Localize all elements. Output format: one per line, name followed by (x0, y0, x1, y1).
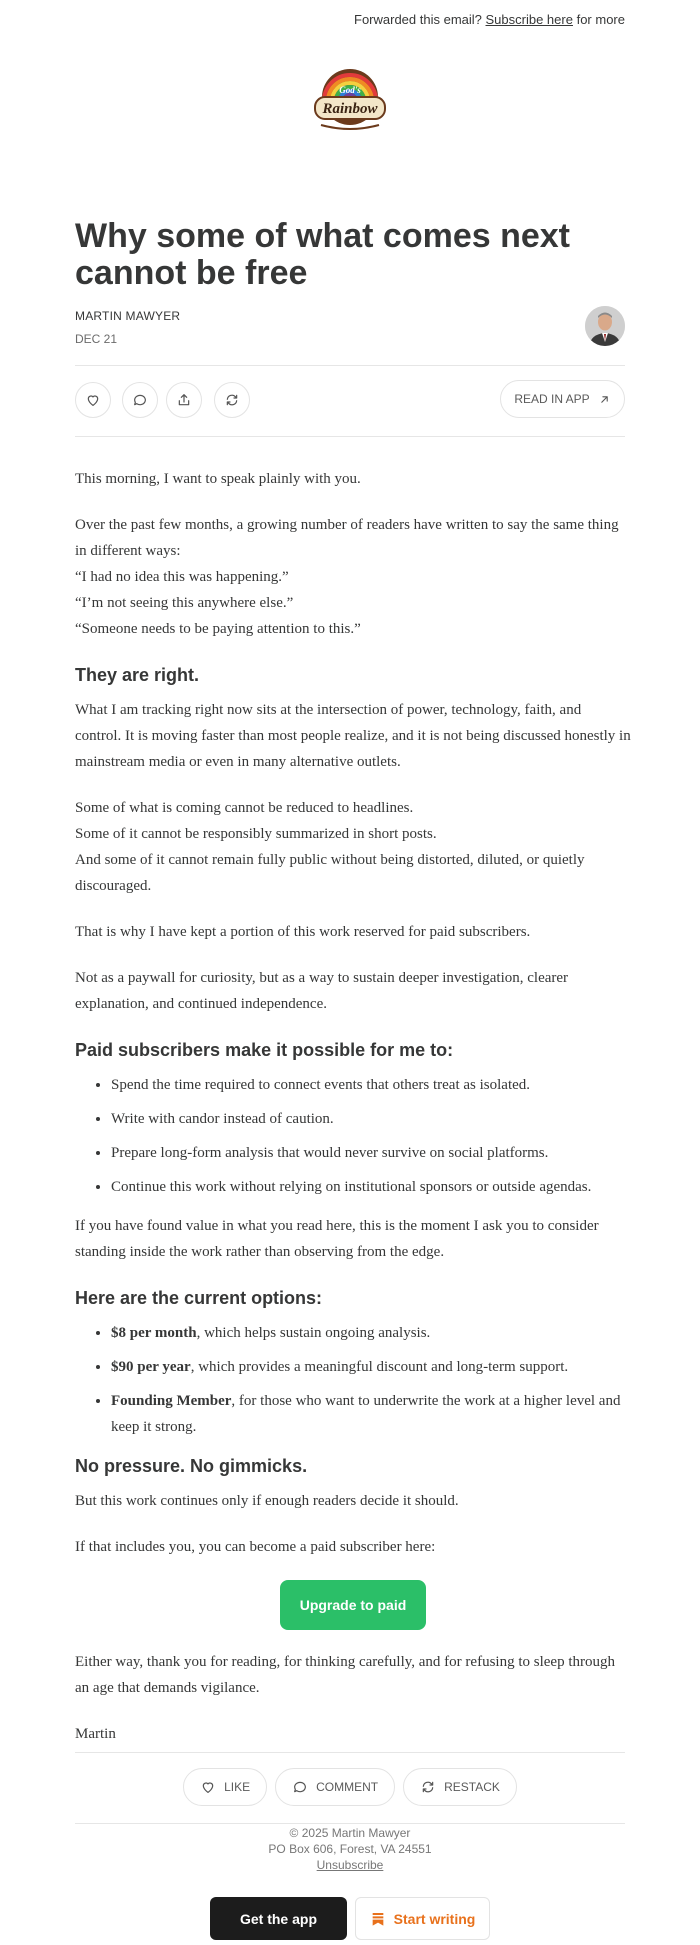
svg-text:God's: God's (339, 85, 361, 95)
section-heading: They are right. (75, 665, 200, 685)
list-item: • Spend the time required to connect events that others treat as isolated. (111, 1072, 631, 1098)
divider-actions (75, 436, 625, 437)
footer-legal (0, 1825, 700, 1873)
share-button[interactable] (166, 382, 202, 418)
svg-text:Rainbow: Rainbow (322, 101, 378, 117)
post-date: DEC 21 (75, 332, 118, 346)
option-price: $90 per year (111, 1359, 191, 1375)
comment-icon (292, 1779, 308, 1795)
divider-bottom (75, 1752, 625, 1753)
read-in-app-label: READ IN APP (514, 392, 590, 406)
byline (75, 309, 180, 346)
arrow-up-right-icon (598, 393, 611, 406)
read-in-app-button[interactable] (500, 380, 625, 418)
mailing-address: PO Box 606, Forest, VA 24551 (268, 1842, 432, 1856)
share-icon (176, 392, 192, 408)
unsubscribe-link[interactable]: Unsubscribe (316, 1858, 384, 1872)
quote-line: “I’m not seeing this anywhere else.” (75, 595, 294, 611)
restack-icon (224, 392, 240, 408)
paragraph: That is why I have kept a portion of this work reserved for paid subscribers. (75, 924, 531, 940)
comment-icon (132, 392, 148, 408)
comment-button[interactable] (122, 382, 158, 418)
section-heading: No pressure. No gimmicks. (75, 1456, 308, 1476)
divider-footer (75, 1823, 625, 1824)
start-writing-label: Start writing (393, 1910, 476, 1927)
section-heading: Here are the current options: (75, 1288, 323, 1308)
option-price: $8 per month (111, 1325, 197, 1341)
upgrade-to-paid-button[interactable]: Upgrade to paid (280, 1580, 427, 1630)
text-line: Some of it cannot be responsibly summarized in short posts. (75, 826, 437, 842)
paragraph: Either way, thank you for reading, for thinking carefully, and for refusing to sleep through an age that demands vigilance. (75, 1654, 615, 1696)
heart-icon (200, 1779, 216, 1795)
restack-icon (420, 1779, 436, 1795)
text-line: Some of what is coming cannot be reduced to headlines. (75, 800, 414, 816)
paragraph: What I am tracking right now sits at the intersection of power, technology, faith, and control. It is moving faster than most people realize, and it is not being discussed honestly in mainstream media or even in many alternative outlets. (75, 702, 631, 770)
text-line: And some of it cannot remain fully public without being distorted, diluted, or quietly discouraged. (75, 852, 585, 894)
quote-line: “Someone needs to be paying attention to this.” (75, 621, 361, 637)
forwarded-prefix: Forwarded this email? (354, 12, 482, 27)
start-writing-button[interactable] (355, 1897, 490, 1940)
post-body (75, 466, 631, 1747)
footer-actions (0, 1768, 700, 1806)
footer-like-button[interactable] (183, 1768, 267, 1806)
restack-label: RESTACK (444, 1780, 500, 1794)
paragraph-lines (75, 795, 631, 899)
app-buttons (0, 1897, 700, 1940)
author-name[interactable]: MARTIN MAWYER (75, 309, 181, 323)
list-item: • Write with candor instead of caution. (111, 1106, 631, 1132)
divider-top (75, 365, 625, 366)
list-item: • Continue this work without relying on institutional sponsors or outside agendas. (111, 1174, 631, 1200)
publication-logo[interactable] (311, 67, 389, 133)
quote-line: “I had no idea this was happening.” (75, 569, 289, 585)
options-list (111, 1320, 631, 1440)
text-line: Over the past few months, a growing number of readers have written to say the same thing in different ways: (75, 517, 619, 559)
list-item: • Prepare long-form analysis that would never survive on social platforms. (111, 1140, 631, 1166)
signoff: Martin (75, 1726, 116, 1742)
paragraph-quotes (75, 512, 631, 642)
paragraph: This morning, I want to speak plainly with you. (75, 471, 361, 487)
list-item (111, 1354, 631, 1380)
list-item (111, 1320, 631, 1346)
author-avatar[interactable] (585, 306, 625, 346)
section-heading: Paid subscribers make it possible for me to: (75, 1040, 454, 1060)
option-text: , for those who want to underwrite the work at a higher level and keep it strong. (111, 1393, 621, 1435)
option-text: , which helps sustain ongoing analysis. (196, 1325, 431, 1341)
option-price: Founding Member (111, 1393, 232, 1409)
paragraph: If that includes you, you can become a paid subscriber here: (75, 1539, 436, 1555)
substack-icon (370, 1911, 386, 1927)
copyright: © 2025 Martin Mawyer (289, 1826, 411, 1840)
paragraph: But this work continues only if enough readers decide it should. (75, 1493, 459, 1509)
like-label: LIKE (224, 1780, 251, 1794)
footer-comment-button[interactable] (275, 1768, 395, 1806)
benefits-list (111, 1072, 631, 1200)
subscribe-here-link[interactable]: Subscribe here (485, 12, 573, 27)
paragraph: If you have found value in what you read here, this is the moment I ask you to consider standing inside the work rather than observing from the edge. (75, 1218, 599, 1260)
forwarded-suffix: for more (576, 12, 625, 27)
like-button[interactable] (75, 382, 111, 418)
post-title[interactable]: Why some of what comes next cannot be free (75, 217, 570, 292)
option-text: , which provides a meaningful discount and long-term support. (190, 1359, 569, 1375)
heart-icon (85, 392, 101, 408)
comment-label: COMMENT (316, 1780, 379, 1794)
footer-restack-button[interactable] (403, 1768, 517, 1806)
restack-button[interactable] (214, 382, 250, 418)
get-the-app-button[interactable]: Get the app (210, 1897, 347, 1940)
paragraph: Not as a paywall for curiosity, but as a way to sustain deeper investigation, clearer explanation, and continued independence. (75, 970, 569, 1012)
forwarded-notice (354, 12, 625, 27)
list-item (111, 1388, 631, 1440)
cta-wrapper (75, 1580, 631, 1630)
